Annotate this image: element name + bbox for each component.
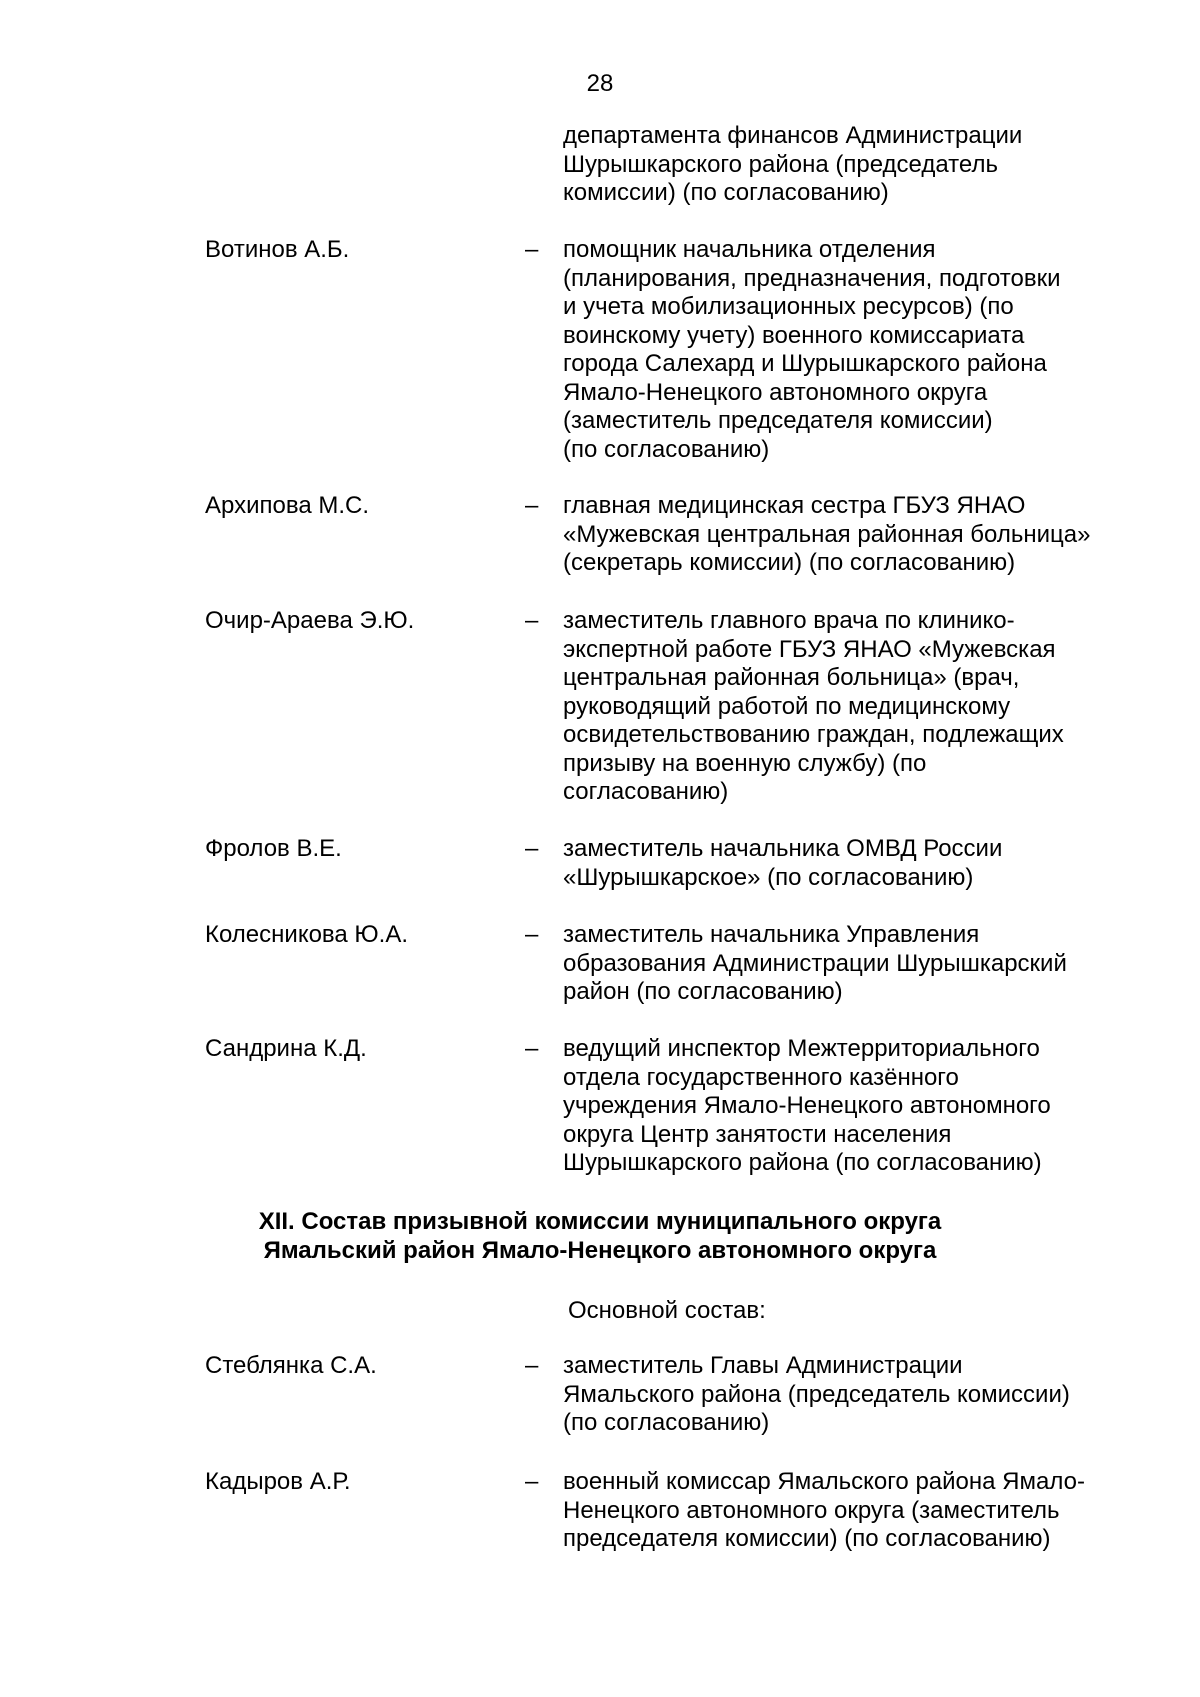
dash-separator: – (525, 921, 539, 948)
dash-separator: – (525, 236, 539, 263)
member-name: Фролов В.Е. (205, 835, 342, 862)
member-name: Колесникова Ю.А. (205, 921, 409, 948)
dash-separator: – (525, 1035, 539, 1062)
member-name: Архипова М.С. (205, 492, 369, 519)
section-title: XII. Состав призывной комиссии муниципального округа Ямальский район Ямало-Ненецкого автономного округа (258, 1208, 942, 1264)
member-description: заместитель начальника Управления образования Администрации Шурышкарский район (по согласованию) (563, 921, 1067, 1005)
dash-separator: – (525, 835, 539, 862)
member-description: военный комиссар Ямальского района Ямало- Ненецкого автономного округа (заместитель председателя комиссии) (по согласованию) (563, 1468, 1085, 1552)
member-description: главная медицинская сестра ГБУЗ ЯНАО «Мужевская центральная районная больница» (секретарь комиссии) (по согласованию) (563, 492, 1091, 576)
member-description: заместитель главного врача по клинико- экспертной работе ГБУЗ ЯНАО «Мужевская центральная районная больница» (врач, руководящий работой по медицинскому освидетельствованию граждан, подлежащих призыву на военную службу) (по согласованию) (563, 607, 1064, 805)
dash-separator: – (525, 607, 539, 634)
dash-separator: – (525, 492, 539, 519)
member-name: Очир-Араева Э.Ю. (205, 607, 415, 634)
continued-description: департамента финансов Администрации Шурышкарского района (председатель комиссии) (по согласованию) (563, 122, 1023, 206)
member-description: заместитель начальника ОМВД России «Шурышкарское» (по согласованию) (563, 835, 1003, 891)
dash-separator: – (525, 1352, 539, 1379)
member-name: Стеблянка С.А. (205, 1352, 377, 1379)
member-description: заместитель Главы Администрации Ямальского района (председатель комиссии) (по согласованию) (563, 1352, 1070, 1436)
page-number: 28 (586, 70, 614, 97)
member-description: помощник начальника отделения (планирования, предназначения, подготовки и учета мобилизационных ресурсов) (по воинскому учету) военного комиссариата города Салехард и Шурышкарского района Ямало-Ненецкого автономного округа (заместитель председателя комиссии) (по согласованию) (563, 236, 1061, 463)
member-description: ведущий инспектор Межтерриториального отдела государственного казённого учреждения Ямало-Ненецкого автономного округа Центр занятости населения Шурышкарского района (по согласованию) (563, 1035, 1051, 1176)
member-name: Сандрина К.Д. (205, 1035, 367, 1062)
subheading: Основной состав: (568, 1297, 766, 1324)
member-name: Кадыров А.Р. (205, 1468, 351, 1495)
dash-separator: – (525, 1468, 539, 1495)
member-name: Вотинов А.Б. (205, 236, 350, 263)
